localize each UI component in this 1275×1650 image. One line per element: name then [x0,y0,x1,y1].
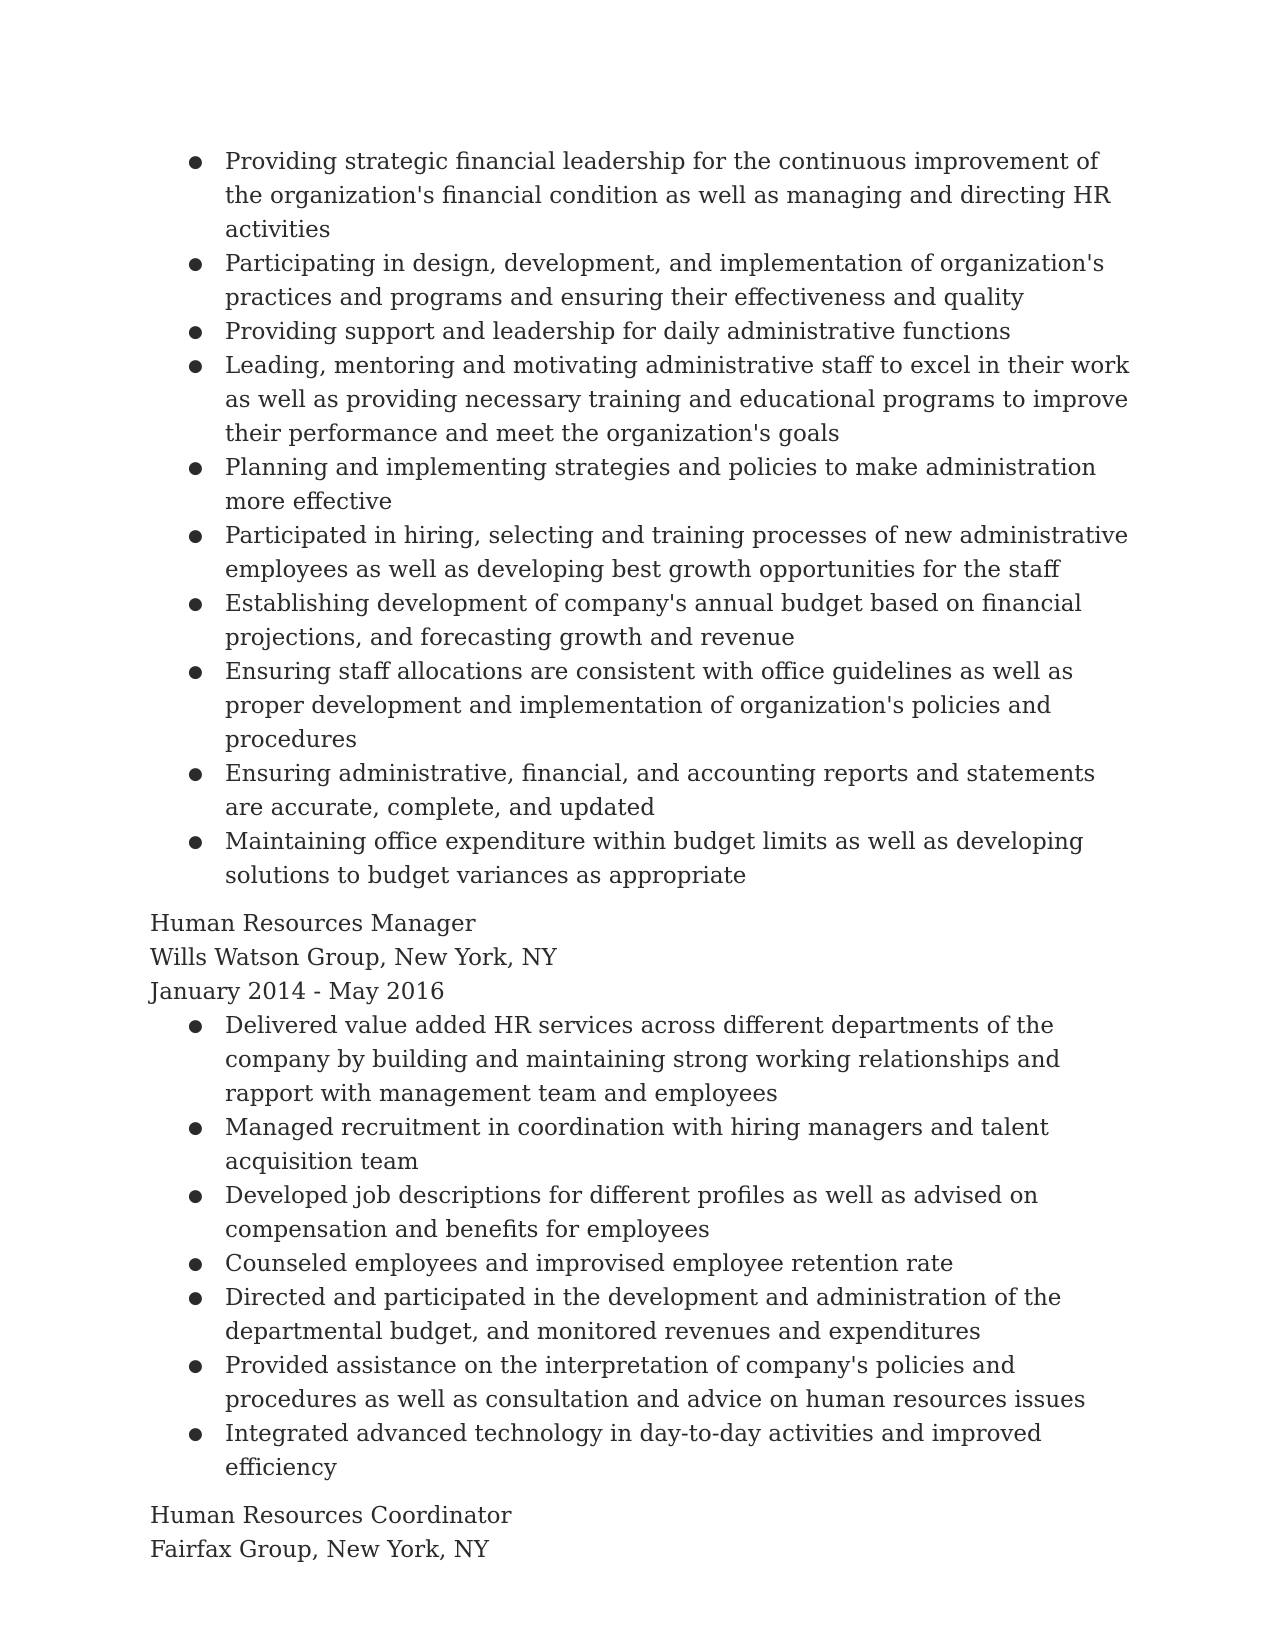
job-entry-hr-manager [150,907,1135,1485]
job-entry-hr-coordinator [150,1499,1135,1567]
duty-bullet: ● Ensuring administrative, financial, and accounting reports and statements are accurate, complete, and updated [150,757,1135,825]
job-company: Fairfax Group, New York, NY [150,1537,489,1563]
duty-bullet: ● Developed job descriptions for different profiles as well as advised on compensation and benefits for employees [150,1179,1135,1247]
duty-bullet: ● Participated in hiring, selecting and training processes of new administrative employees as well as developing best growth opportunities for the staff [150,519,1135,587]
duty-bullet: ● Leading, mentoring and motivating administrative staff to excel in their work as well as providing necessary training and educational programs to improve their performance and meet the organization's goals [150,349,1135,451]
duty-bullet: ● Establishing development of company's annual budget based on financial projections, and forecasting growth and revenue [150,587,1135,655]
duty-bullet: ● Delivered value added HR services across different departments of the company by building and maintaining strong working relationships and rapport with management team and employees [150,1009,1135,1111]
duty-bullet: ● Providing strategic financial leadership for the continuous improvement of the organization's financial condition as well as managing and directing HR activities [150,145,1135,247]
previous-job-duties-list [150,145,1135,893]
duty-bullet: ● Managed recruitment in coordination with hiring managers and talent acquisition team [150,1111,1135,1179]
duty-bullet: ● Maintaining office expenditure within budget limits as well as developing solutions to budget variances as appropriate [150,825,1135,893]
duty-bullet: ● Participating in design, development, and implementation of organization's practices and programs and ensuring their effectiveness and quality [150,247,1135,315]
job-company: Wills Watson Group, New York, NY [150,945,557,971]
hr-manager-duties-list [150,1009,1135,1485]
job-dates: January 2014 - May 2016 [150,979,445,1005]
job-title: Human Resources Manager [150,911,476,937]
duty-bullet: ● Integrated advanced technology in day-to-day activities and improved efficiency [150,1417,1135,1485]
duty-bullet: ● Ensuring staff allocations are consistent with office guidelines as well as proper development and implementation of organization's policies and procedures [150,655,1135,757]
duty-bullet: ● Providing support and leadership for daily administrative functions [150,315,1135,349]
resume-content [150,145,1135,1567]
job-title: Human Resources Coordinator [150,1503,512,1529]
duty-bullet: ● Provided assistance on the interpretation of company's policies and procedures as well as consultation and advice on human resources issues [150,1349,1135,1417]
duty-bullet: ● Planning and implementing strategies and policies to make administration more effective [150,451,1135,519]
duty-bullet: ● Directed and participated in the development and administration of the departmental budget, and monitored revenues and expenditures [150,1281,1135,1349]
duty-bullet: ● Counseled employees and improvised employee retention rate [150,1247,1135,1281]
